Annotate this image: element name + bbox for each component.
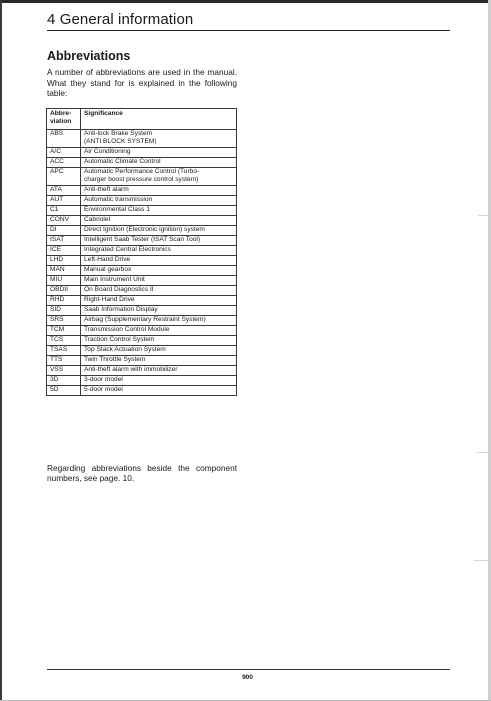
significance-cell: Top Stack Actuation System bbox=[81, 345, 237, 355]
table-row bbox=[47, 345, 237, 355]
abbreviation-cell: SID bbox=[47, 305, 81, 315]
table-row bbox=[47, 265, 237, 275]
significance-cell: Environmental Class 1 bbox=[81, 205, 237, 215]
abbreviation-cell: VSS bbox=[47, 365, 81, 375]
significance-cell: Anti-theft alarm with immobilizer bbox=[81, 365, 237, 375]
table-row bbox=[47, 147, 237, 157]
abbreviation-cell: TTS bbox=[47, 355, 81, 365]
significance-cell: Right-Hand Drive bbox=[81, 295, 237, 305]
table-row bbox=[47, 215, 237, 225]
significance-cell: Saab Information Display bbox=[81, 305, 237, 315]
significance-cell: 3-door model bbox=[81, 375, 237, 385]
table-row bbox=[47, 365, 237, 375]
significance-cell: Twin Throttle System bbox=[81, 355, 237, 365]
page-number bbox=[0, 674, 491, 681]
abbreviation-cell: A/C bbox=[47, 147, 81, 157]
table-row bbox=[47, 275, 237, 285]
significance-cell: Integrated Central Electronics bbox=[81, 245, 237, 255]
chapter-title: 4 General information bbox=[47, 11, 194, 28]
significance-cell: Air Conditioning bbox=[81, 147, 237, 157]
abbreviations-table bbox=[46, 108, 237, 396]
page-number-text: 900 bbox=[242, 674, 253, 681]
page-edge-left bbox=[0, 0, 2, 701]
abbreviation-cell: ACC bbox=[47, 157, 81, 167]
table-row bbox=[47, 129, 237, 147]
abbreviation-cell: SRS bbox=[47, 315, 81, 325]
abbreviation-cell: 5D bbox=[47, 385, 81, 395]
abbreviation-cell: DI bbox=[47, 225, 81, 235]
intro-paragraph: A number of abbreviations are used in the manual. What they stand for is explained in the following table: bbox=[47, 67, 237, 99]
abbreviation-cell: APC bbox=[47, 167, 81, 185]
abbreviation-cell: ATA bbox=[47, 185, 81, 195]
significance-cell: Transmission Control Module bbox=[81, 325, 237, 335]
table-row bbox=[47, 185, 237, 195]
table-row bbox=[47, 325, 237, 335]
column-header-abbreviation: Abbre- viation bbox=[47, 109, 81, 130]
table-row bbox=[47, 255, 237, 265]
significance-cell: Traction Control System bbox=[81, 335, 237, 345]
significance-cell: On Board Diagnostics II bbox=[81, 285, 237, 295]
table-row bbox=[47, 315, 237, 325]
table-row bbox=[47, 335, 237, 345]
abbreviation-cell: RHD bbox=[47, 295, 81, 305]
abbreviation-cell: MAN bbox=[47, 265, 81, 275]
abbreviation-cell: ICE bbox=[47, 245, 81, 255]
significance-cell: Main Instrument Unit bbox=[81, 275, 237, 285]
table-row bbox=[47, 157, 237, 167]
table-row bbox=[47, 375, 237, 385]
table-row bbox=[47, 285, 237, 295]
page-edge-top bbox=[0, 0, 491, 3]
table-row bbox=[47, 305, 237, 315]
significance-cell: Direct Ignition (Electronic ignition) system bbox=[81, 225, 237, 235]
column-header-significance: Significance bbox=[81, 109, 237, 130]
abbreviation-cell: MIU bbox=[47, 275, 81, 285]
significance-cell: Automatic Climate Control bbox=[81, 157, 237, 167]
significance-cell: Anti-theft alarm bbox=[81, 185, 237, 195]
closing-paragraph: Regarding abbreviations beside the component numbers, see page. 10. bbox=[47, 463, 237, 484]
abbreviation-cell: ISAT bbox=[47, 235, 81, 245]
table-row bbox=[47, 245, 237, 255]
scan-artifact bbox=[476, 452, 490, 453]
table-row bbox=[47, 235, 237, 245]
abbreviation-cell: 3D bbox=[47, 375, 81, 385]
section-heading: Abbreviations bbox=[47, 49, 131, 63]
table-row bbox=[47, 295, 237, 305]
table-row bbox=[47, 225, 237, 235]
significance-cell: Automatic transmission bbox=[81, 195, 237, 205]
scan-artifact bbox=[474, 560, 490, 561]
footer-divider bbox=[47, 669, 450, 670]
significance-cell: Manual gearbox bbox=[81, 265, 237, 275]
table-row bbox=[47, 355, 237, 365]
significance-cell: Airbag (Supplementary Restraint System) bbox=[81, 315, 237, 325]
abbreviation-cell: ABS bbox=[47, 129, 81, 147]
significance-cell: Anti-lock Brake System (ANTI BLOCK SYSTEM) bbox=[81, 129, 237, 147]
significance-cell: Left-Hand Drive bbox=[81, 255, 237, 265]
significance-cell: Automatic Performance Control (Turbo- charger boost pressure control system) bbox=[81, 167, 237, 185]
table-header-row bbox=[47, 109, 237, 130]
table-row bbox=[47, 167, 237, 185]
significance-cell: 5-door model bbox=[81, 385, 237, 395]
table-body bbox=[47, 129, 237, 395]
header-divider bbox=[47, 30, 450, 31]
table-row bbox=[47, 205, 237, 215]
abbreviation-cell: OBDII bbox=[47, 285, 81, 295]
abbreviation-cell: TSAS bbox=[47, 345, 81, 355]
scan-artifact bbox=[478, 215, 490, 216]
abbreviation-cell: AUT bbox=[47, 195, 81, 205]
abbreviation-cell: LHD bbox=[47, 255, 81, 265]
abbreviation-cell: TCS bbox=[47, 335, 81, 345]
table-row bbox=[47, 385, 237, 395]
abbreviation-cell: CONV bbox=[47, 215, 81, 225]
abbreviation-cell: C1 bbox=[47, 205, 81, 215]
significance-cell: Intelligent Saab Tester (ISAT Scan Tool) bbox=[81, 235, 237, 245]
abbreviation-cell: TCM bbox=[47, 325, 81, 335]
significance-cell: Cabriolet bbox=[81, 215, 237, 225]
table-row bbox=[47, 195, 237, 205]
